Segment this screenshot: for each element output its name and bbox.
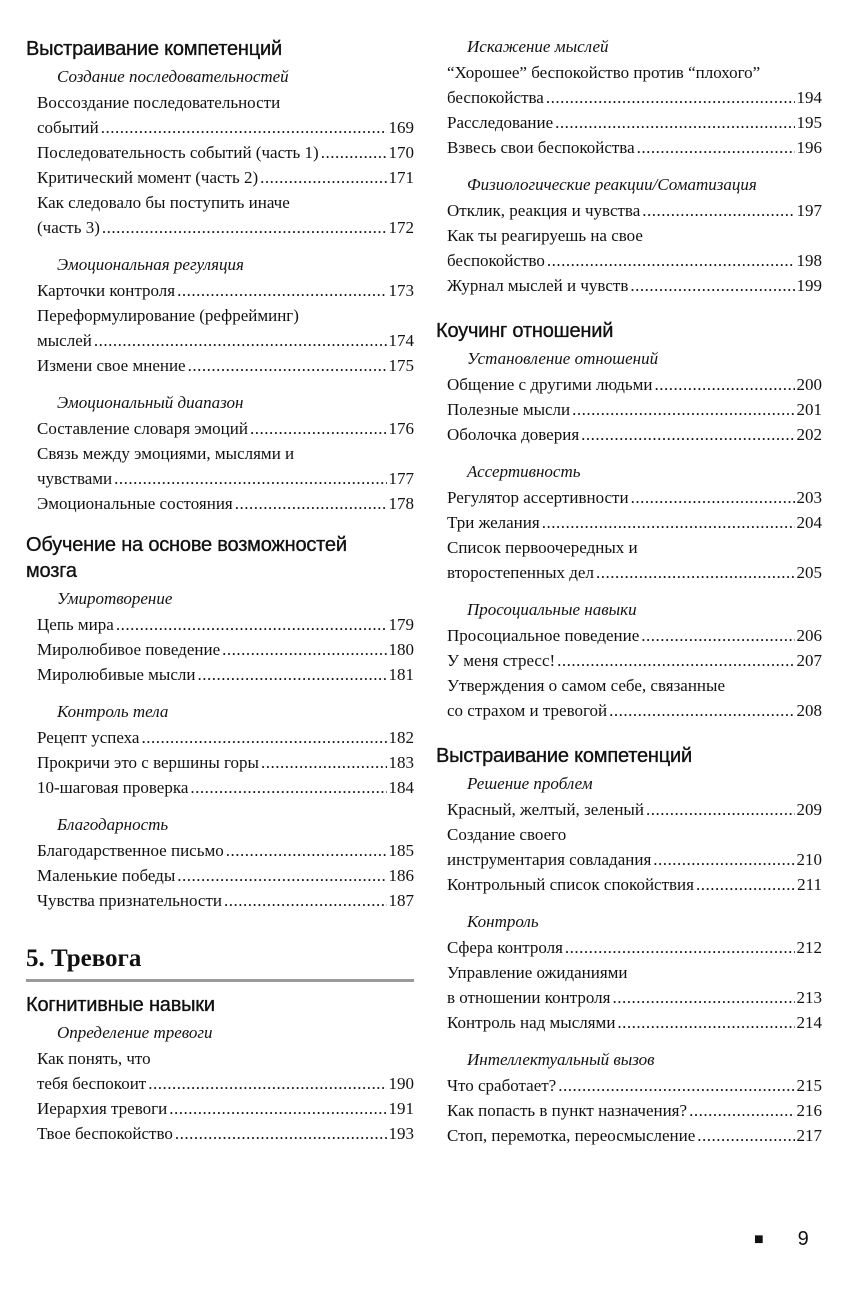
page-number: 203: [796, 488, 822, 507]
page-number: 207: [796, 651, 822, 670]
page-number: 173: [388, 281, 414, 300]
entry-title: Журнал мыслей и чувств: [447, 276, 629, 295]
toc-entry[interactable]: [436, 485, 822, 510]
dot-leader: [141, 725, 386, 750]
dot-leader: [222, 637, 386, 662]
toc-entry[interactable]: [436, 960, 822, 1010]
subsection-title: Физиологические реакции/Соматизация: [467, 175, 757, 194]
page-number: 210: [796, 850, 822, 869]
page-number: 175: [388, 356, 414, 375]
dot-leader: [641, 623, 794, 648]
toc-entry[interactable]: [26, 1121, 414, 1146]
dot-leader: [101, 115, 387, 140]
dot-leader: [555, 110, 794, 135]
entry-title: Миролюбивое поведение: [37, 640, 221, 659]
subsection-title: Просоциальные навыки: [467, 600, 637, 619]
entry-title: Управление ожиданиями: [447, 963, 628, 982]
entry-title: Карточки контроля: [37, 281, 176, 300]
dot-leader: [224, 888, 387, 913]
toc-entry[interactable]: [26, 353, 414, 378]
toc-subsection: [26, 66, 414, 240]
toc-entry[interactable]: [26, 190, 414, 240]
toc-entry[interactable]: [436, 273, 822, 298]
toc-entry[interactable]: [26, 1096, 414, 1121]
dot-leader: [630, 273, 794, 298]
subsection-title: Искажение мыслей: [467, 37, 609, 56]
entry-title: Иерархия тревоги: [37, 1099, 168, 1118]
page-number: 204: [796, 513, 822, 532]
dot-leader: [114, 466, 386, 491]
toc-entry[interactable]: [26, 90, 414, 140]
entry-title: Сфера контроля: [447, 938, 563, 957]
dot-leader: [260, 165, 386, 190]
toc-entry[interactable]: [26, 612, 414, 637]
dot-leader: [655, 372, 795, 397]
toc-entry[interactable]: [436, 1010, 822, 1035]
dot-leader: [177, 863, 386, 888]
entry-title: Красный, желтый, зеленый: [447, 800, 644, 819]
toc-subsection: [26, 1022, 414, 1146]
entry-title-cont: чувствами: [37, 469, 113, 488]
toc-entry[interactable]: [26, 140, 414, 165]
section-heading: Коучинг отношений: [436, 320, 614, 342]
entry-title-cont: мыслей: [37, 331, 92, 350]
entry-title: Что сработает?: [447, 1076, 557, 1095]
toc-entry[interactable]: [436, 422, 822, 447]
subsection-title: Умиротворение: [57, 589, 173, 608]
toc-entry[interactable]: [436, 198, 822, 223]
dot-leader: [190, 775, 386, 800]
toc-entry[interactable]: [436, 648, 822, 673]
subsection-title: Определение тревоги: [57, 1023, 213, 1042]
page-number: 205: [796, 563, 822, 582]
toc-entry[interactable]: [26, 750, 414, 775]
toc-subsection: [436, 36, 822, 160]
toc-entry[interactable]: [436, 797, 822, 822]
toc-entry[interactable]: [26, 662, 414, 687]
toc-entry[interactable]: [26, 838, 414, 863]
toc-entry[interactable]: [26, 416, 414, 441]
page-number: 208: [796, 701, 822, 720]
subsection-title: Контроль тела: [57, 702, 169, 721]
toc-subsection: [26, 814, 414, 913]
toc-entry[interactable]: [436, 510, 822, 535]
toc-entry[interactable]: [26, 775, 414, 800]
page-number: 201: [796, 400, 822, 419]
page-number: 196: [796, 138, 822, 157]
page-number: 200: [796, 375, 822, 394]
entry-title: Рецепт успеха: [37, 728, 140, 747]
entry-title: Переформулирование (рефрейминг): [37, 306, 299, 325]
entry-title: Чувства признательности: [37, 891, 222, 910]
toc-entry[interactable]: [26, 725, 414, 750]
page-number: 197: [796, 201, 822, 220]
square-bullet-icon: ■: [754, 1230, 764, 1248]
dot-leader: [197, 662, 386, 687]
toc-entry[interactable]: [26, 491, 414, 516]
subsection-title: Создание последовательностей: [57, 67, 289, 86]
page-number: 181: [388, 665, 414, 684]
section-heading: Когнитивные навыки: [26, 994, 215, 1016]
entry-title: Стоп, перемотка, переосмысление: [447, 1126, 696, 1145]
toc-entry[interactable]: [436, 623, 822, 648]
entry-title-cont: инструментария совладания: [447, 850, 652, 869]
entry-title: Утверждения о самом себе, связанные: [447, 676, 725, 695]
entry-title: Три желания: [447, 513, 540, 532]
dot-leader: [102, 215, 387, 240]
subsection-title: Эмоциональный диапазон: [57, 393, 244, 412]
subsection-title: Интеллектуальный вызов: [467, 1050, 655, 1069]
dot-leader: [175, 1121, 387, 1146]
toc-entry[interactable]: [436, 223, 822, 273]
page-number: 187: [388, 891, 414, 910]
entry-title: Общение с другими людьми: [447, 375, 653, 394]
section-heading: [26, 532, 414, 584]
entry-title: Прокричи это с вершины горы: [37, 753, 259, 772]
entry-title-cont: второстепенных дел: [447, 563, 594, 582]
toc-entry[interactable]: [436, 1123, 822, 1148]
chapter-heading: 5. Тревога: [26, 945, 142, 972]
entry-title: Список первоочередных и: [447, 538, 638, 557]
page-number: 180: [388, 640, 414, 659]
toc-entry[interactable]: [26, 441, 414, 491]
entry-title: Как понять, что: [37, 1049, 151, 1068]
page-number: 170: [388, 143, 414, 162]
toc-entry[interactable]: [26, 1046, 414, 1096]
entry-title: 10-шаговая проверка: [37, 778, 189, 797]
toc-entry[interactable]: [436, 872, 822, 897]
dot-leader: [642, 198, 794, 223]
dot-leader: [557, 648, 794, 673]
entry-title: У меня стресс!: [447, 651, 556, 670]
entry-title-cont: беспокойство: [447, 251, 545, 270]
toc-subsection: [436, 599, 822, 723]
toc-subsection: [436, 1049, 822, 1148]
toc-right-column: [436, 36, 822, 1148]
page-number: 211: [797, 875, 822, 894]
toc-entry[interactable]: [26, 278, 414, 303]
page-number: 178: [388, 494, 414, 513]
page-number: 216: [796, 1101, 822, 1120]
entry-title: Благодарственное письмо: [37, 841, 224, 860]
page-number: 174: [388, 331, 414, 350]
subsection-title: Эмоциональная регуляция: [57, 255, 244, 274]
toc-subsection: [26, 254, 414, 378]
page-number: 185: [388, 841, 414, 860]
dot-leader: [148, 1071, 386, 1096]
toc-subsection: [436, 348, 822, 447]
entry-title: Как ты реагируешь на свое: [447, 226, 643, 245]
page-number: 193: [388, 1124, 414, 1143]
entry-title: Твое беспокойство: [37, 1124, 173, 1143]
page-number: 191: [388, 1099, 414, 1118]
dot-leader: [169, 1096, 386, 1121]
page-number: 183: [388, 753, 414, 772]
entry-title: Контроль над мыслями: [447, 1013, 616, 1032]
page-number: 182: [388, 728, 414, 747]
page-number: 184: [388, 778, 414, 797]
entry-title: Как попасть в пункт назначения?: [447, 1101, 688, 1120]
dot-leader: [653, 847, 794, 872]
entry-title: Маленькие победы: [37, 866, 176, 885]
entry-title-cont: беспокойства: [447, 88, 544, 107]
entry-title: Полезные мысли: [447, 400, 571, 419]
entry-title: Критический момент (часть 2): [37, 168, 259, 187]
entry-title: Создание своего: [447, 825, 567, 844]
toc-entry[interactable]: [26, 303, 414, 353]
page-number: 214: [796, 1013, 822, 1032]
page-number: 202: [796, 425, 822, 444]
toc-entry[interactable]: [436, 1098, 822, 1123]
entry-title: Как следовало бы поступить иначе: [37, 193, 290, 212]
entry-title: Цепь мира: [37, 615, 114, 634]
dot-leader: [637, 135, 795, 160]
entry-title-cont: тебя беспокоит: [37, 1074, 147, 1093]
dot-leader: [631, 485, 795, 510]
entry-title: Отклик, реакция и чувства: [447, 201, 641, 220]
section-heading: Выстраивание компетенций: [26, 38, 282, 60]
entry-title: Эмоциональные состояния: [37, 494, 233, 513]
toc-entry[interactable]: [436, 397, 822, 422]
section-heading-line: мозга: [26, 560, 77, 582]
chapter-divider: [26, 979, 414, 982]
page-number: 177: [388, 469, 414, 488]
subsection-title: Решение проблем: [467, 774, 593, 793]
toc-left-column: [26, 36, 414, 1146]
entry-title: Измени свое мнение: [37, 356, 186, 375]
entry-title: Регулятор ассертивности: [447, 488, 629, 507]
dot-leader: [177, 278, 386, 303]
dot-leader: [609, 698, 794, 723]
section-heading: Выстраивание компетенций: [436, 745, 692, 767]
page-number: 186: [388, 866, 414, 885]
subsection-title: Ассертивность: [467, 462, 581, 481]
entry-title-cont: со страхом и тревогой: [447, 701, 608, 720]
page-footer: [754, 1228, 809, 1251]
toc-entry[interactable]: [436, 60, 822, 110]
page-number: 206: [796, 626, 822, 645]
dot-leader: [226, 838, 387, 863]
toc-subsection: [26, 588, 414, 687]
toc-subsection: [26, 392, 414, 516]
toc-subsection: [26, 701, 414, 800]
dot-leader: [612, 985, 794, 1010]
subsection-title: Контроль: [467, 912, 539, 931]
toc-entry[interactable]: [26, 888, 414, 913]
entry-title-cont: (часть 3): [37, 218, 100, 237]
dot-leader: [596, 560, 795, 585]
page-number: 209: [796, 800, 822, 819]
toc-entry[interactable]: [436, 535, 822, 585]
subsection-title: Благодарность: [57, 815, 169, 834]
dot-leader: [558, 1073, 794, 1098]
dot-leader: [581, 422, 794, 447]
entry-title: Миролюбивые мысли: [37, 665, 196, 684]
dot-leader: [321, 140, 387, 165]
page-number: 217: [796, 1126, 822, 1145]
toc-subsection: [436, 461, 822, 585]
dot-leader: [617, 1010, 794, 1035]
dot-leader: [250, 416, 387, 441]
entry-title: Составление словаря эмоций: [37, 419, 248, 438]
page-number: 190: [388, 1074, 414, 1093]
page-number: 172: [388, 218, 414, 237]
toc-entry[interactable]: [436, 372, 822, 397]
toc-subsection: [436, 174, 822, 298]
page-number: 198: [796, 251, 822, 270]
dot-leader: [94, 328, 387, 353]
dot-leader: [565, 935, 795, 960]
dot-leader: [546, 85, 795, 110]
page-number: 199: [796, 276, 822, 295]
section-heading-line: Обучение на основе возможностей: [26, 534, 347, 556]
toc-entry[interactable]: [26, 863, 414, 888]
entry-title: Связь между эмоциями, мыслями и: [37, 444, 295, 463]
toc-entry[interactable]: [26, 165, 414, 190]
page-number: 195: [796, 113, 822, 132]
dot-leader: [646, 797, 795, 822]
toc-entry[interactable]: [436, 1073, 822, 1098]
entry-title: “Хорошее” беспокойство против “плохого”: [447, 63, 761, 82]
dot-leader: [116, 612, 387, 637]
dot-leader: [261, 750, 387, 775]
dot-leader: [697, 1123, 794, 1148]
page-number: 169: [388, 118, 414, 137]
toc-entry[interactable]: [436, 935, 822, 960]
page-number: 215: [796, 1076, 822, 1095]
entry-title: Расследование: [447, 113, 554, 132]
dot-leader: [235, 491, 387, 516]
entry-title-cont: событий: [37, 118, 99, 137]
page-number: 194: [796, 88, 822, 107]
toc-entry[interactable]: [436, 822, 822, 872]
page-number-footer: 9: [797, 1228, 809, 1250]
dot-leader: [696, 872, 795, 897]
entry-title: Воссоздание последовательности: [37, 93, 281, 112]
dot-leader: [188, 353, 387, 378]
page-number: 176: [388, 419, 414, 438]
entry-title: Контрольный список спокойствия: [447, 875, 694, 894]
entry-title: Последовательность событий (часть 1): [37, 143, 319, 162]
page-number: 213: [796, 988, 822, 1007]
subsection-title: Установление отношений: [467, 349, 659, 368]
page-number: 212: [796, 938, 822, 957]
toc-subsection: [436, 773, 822, 897]
dot-leader: [689, 1098, 794, 1123]
toc-entry[interactable]: [26, 637, 414, 662]
toc-entry[interactable]: [436, 673, 822, 723]
dot-leader: [542, 510, 795, 535]
entry-title: Оболочка доверия: [447, 425, 580, 444]
page-number: 171: [388, 168, 414, 187]
toc-subsection: [436, 911, 822, 1035]
dot-leader: [547, 248, 795, 273]
toc-entry[interactable]: [436, 110, 822, 135]
entry-title: Просоциальное поведение: [447, 626, 640, 645]
page-number: 179: [388, 615, 414, 634]
entry-title: Взвесь свои беспокойства: [447, 138, 635, 157]
dot-leader: [572, 397, 794, 422]
entry-title-cont: в отношении контроля: [447, 988, 611, 1007]
toc-entry[interactable]: [436, 135, 822, 160]
